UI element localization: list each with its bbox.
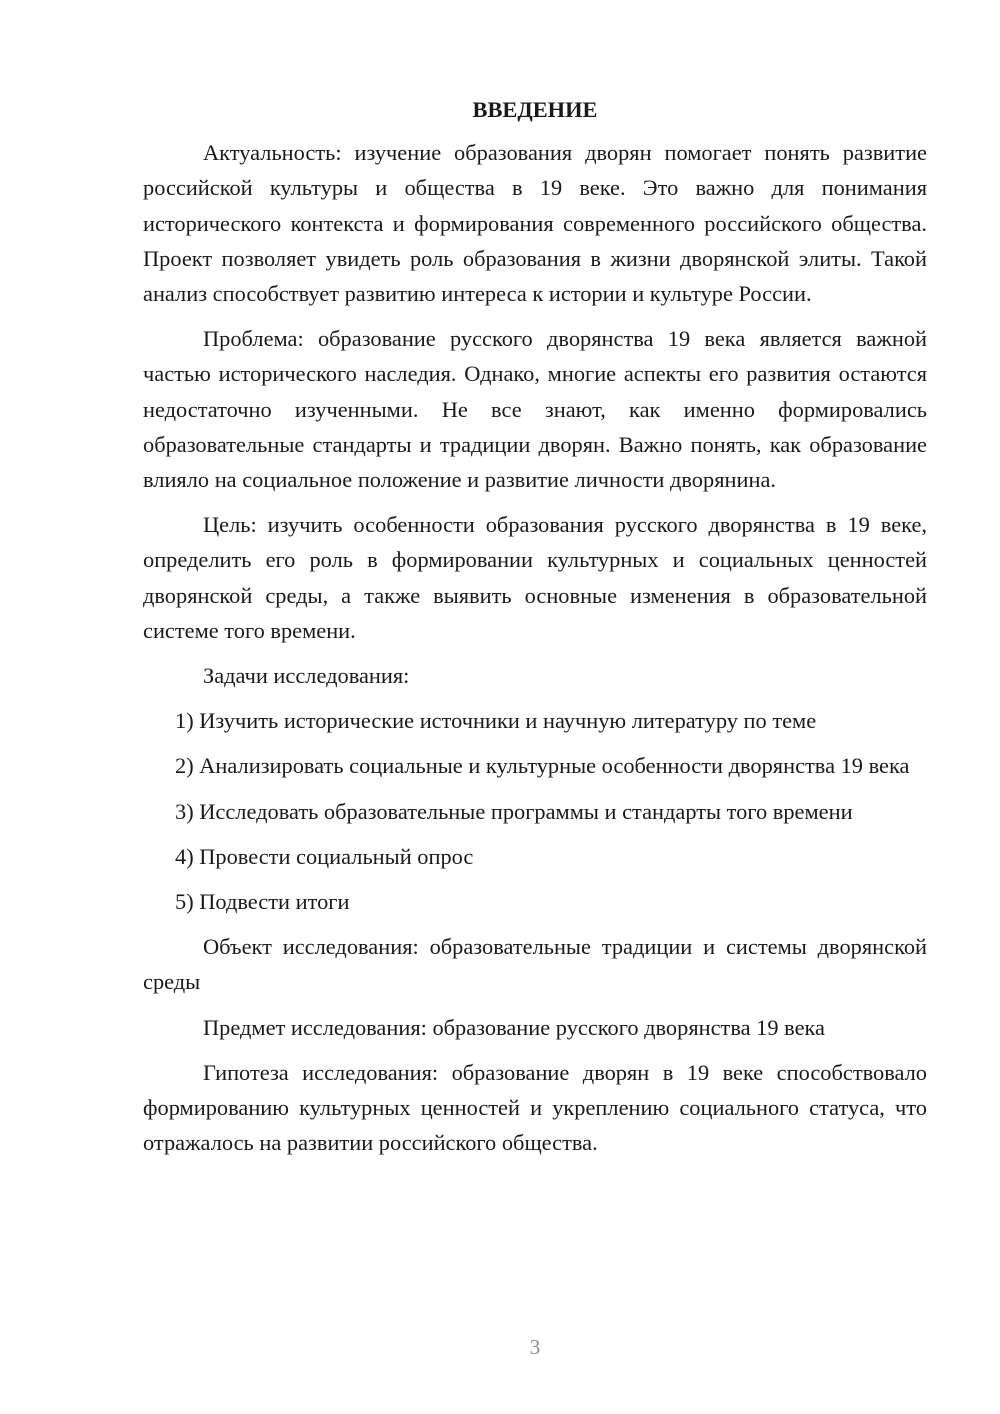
task-item-3: 3) Исследовать образовательные программы и стандарты того времени [175,798,853,824]
paragraph-problem: Проблема: образование русского дворянства 19 века является важной частью исторического наследия. Однако, многие аспекты его развития остаются недостаточно изученными. Не все знают, как именно формировались образовательные стандарты и традиции дворян. Важно понять, как образование влияло на социальное положение и развитие личности дворянина. [143,326,927,493]
task-item-4: 4) Провести социальный опрос [175,843,474,869]
paragraph-hypothesis: Гипотеза исследования: образование дворян в 19 веке способствовало формированию культурных ценностей и укреплению социального статуса, что отражалось на развитии российского общества. [143,1059,927,1156]
paragraph-subject: Предмет исследования: образование русского дворянства 19 века [203,1014,825,1040]
task-item-5: 5) Подвести итоги [175,889,350,915]
paragraph-relevance: Актуальность: изучение образования дворян помогает понять развитие российской культуры и общества в 19 веке. Это важно для понимания исторического контекста и формирования современного российского общества. Проект позволяет увидеть роль образования в жизни дворянской элиты. Такой анализ способствует развитию интереса к истории и культуре России. [143,140,927,307]
page-number: 3 [529,1335,541,1359]
paragraph-object: Объект исследования: образовательные традиции и системы дворянской среды [143,934,927,995]
section-title: ВВЕДЕНИЕ [472,97,598,122]
page-content [143,92,927,1160]
task-item-2: 2) Анализировать социальные и культурные особенности дворянства 19 века [175,753,910,779]
tasks-heading: Задачи исследования: [203,663,410,689]
paragraph-goal: Цель: изучить особенности образования русского дворянства в 19 веке, определить его роль в формировании культурных и социальных ценностей дворянской среды, а также выявить основные изменения в образовательной системе того времени. [143,512,927,643]
task-item-1: 1) Изучить исторические источники и научную литературу по теме [175,708,817,734]
